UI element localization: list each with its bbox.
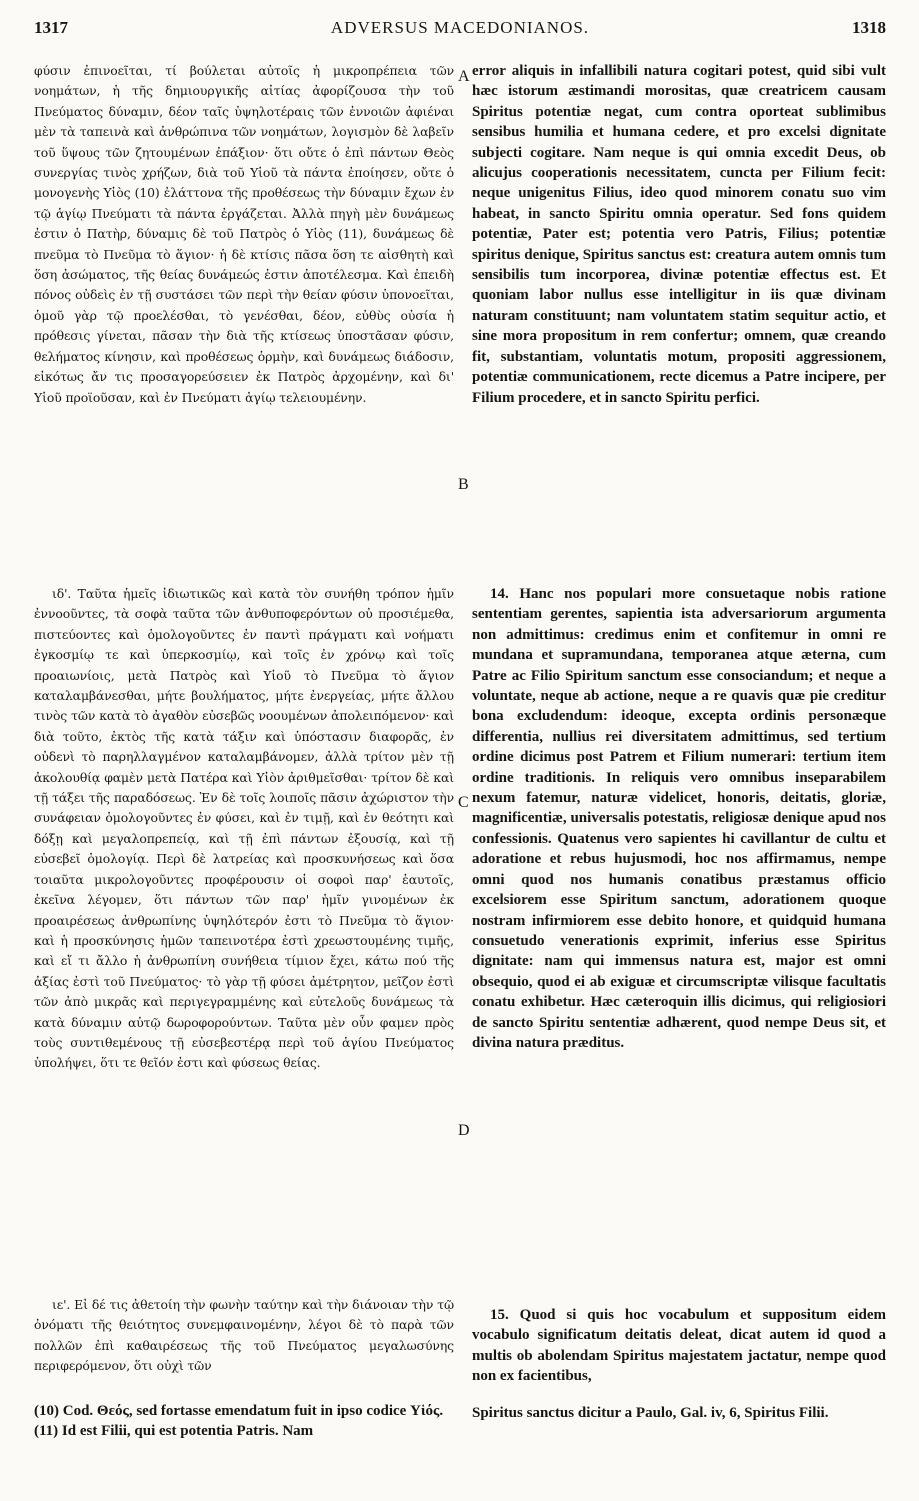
latin-column-section-a: [472, 61, 886, 561]
latin-paragraph-14: 14. Hanc nos populari more consuetaque nobis ratione sententiam gerentes, sapientia ista adversariorum argumenta non admittimus: credimus enim et confitemur in omni re mundana et supramundana, temporanea atque æterna, cum Patre ac Filio Spiritum sanctum esse consociandum; et neque a voluntate, neque ab actione, neque a re quavis quæ pie creditur bona excludendum: ideoque, excepta ordinis personæque differentia, nullius rei diversitatem admittimus, sed tertium ordine dicimus post Patrem et Filium numerari: tertium item ordine traditionis. In reliquis vero omnibus inseparabilem nexum fatemur, naturæ videlicet, honoris, deitatis, gloriæ, magnificentiæ, universalis potestatis, religiosæ denique apud nos confessionis. Quatenus vero sapientes hi cavillantur de cultu et adoratione et rebus hujusmodi, hoc nos affirmamus, nempe omni quod nos humanis conatibus præstamus officio excelsiorem esse Spiritum sanctum, adorationem quoque nostram infirmiorem esse debito honore, et quidquid humana consuetudo venerationis exprimit, inferius esse Spiritus dignitate: nam qui immensus natura est, major est omni obsequio, quod ei ab exiguæ et circumscriptæ vilisque facultatis conatu exhibetur. Hæc cæteroquin illis dicimus, qui religiosiori de sancto Spiritu sententiæ adhærent, quod nempe Deus sit, et divina natura præditus.: [472, 586, 886, 1051]
margin-letter-b: B: [458, 476, 469, 493]
greek-column-section-c: [34, 1295, 454, 1391]
margin-letter-a: A: [458, 68, 470, 85]
footnote-11-continuation: Spiritus sanctus dicitur a Paulo, Gal. iv, 6, Spiritus Filii.: [472, 1405, 829, 1421]
footnote-11: (11) Id est Filii, qui est potentia Patris. Nam: [34, 1423, 314, 1439]
greek-column-section-b: [34, 584, 454, 1294]
page-number-right: 1318: [852, 18, 886, 37]
greek-column-section-a: [34, 61, 454, 581]
running-title: ADVERSUS MACEDONIANOS.: [330, 18, 590, 37]
page-header: [34, 18, 886, 48]
latin-paragraph-13-end: error aliquis in infallibili natura cogitari potest, quid sibi vult hæc istorum æstimandi morositas, quæ creatricem causam Spiritus potentiæ negat, cum contra oporteat sublimibus sensibus humilia et humana cedere, et pro excelsi dignitate subjecti cogitare. Nam neque is qui omnia excedit Deus, ob alicujus cooperationis necessitatem, cuncta per Filium fecit: neque unigenitus Filius, ideo quod minorem conatu suo vim habeat, in sancto Spiritu omnia operatur. Sed fons quidem potentiæ, Pater est; potentia vero Patris, Filius; potentiæ spiritus denique, Spiritus sanctus est: creatura autem omnis tum sensibilis tum incorporea, divinæ potentiæ effectus est. Et quoniam labor nullus esse intelligitur in iis quæ divinam naturam constituunt; nam voluntatem statim sequitur actio, et sine mora propositum in rem confertur; omnem, quæ creando fit, substantiam, voluntatis motum, propositi aggressionem, potentiæ communicationem, recte dicemus a Patre incipere, per Filium procedere, et in sancto Spiritu perfici.: [472, 63, 886, 406]
footnote-10: (10) Cod. Θεός, sed fortasse emendatum fuit in ipso codice Υἱός.: [34, 1403, 444, 1419]
greek-paragraph-14: ιδ'. Ταῦτα ἡμεῖς ἰδιωτικῶς καὶ κατὰ τὸν συνήθη τρόπον ἡμῖν ἐννοοῦντες, τὰ σοφὰ ταῦτα τῶν ἀνθυποφερόντων οὐ προσιέμεθα, πιστεύοντες καὶ ὁμολογοῦντες ἐν παντὶ πράγματι καὶ νοήματι ἐγκοσμίῳ τε καὶ ὑπερκοσμίῳ, καὶ τοῖς ἐν χρόνῳ καὶ τοῖς προαιωνίοις, μετὰ Πατρὸς καὶ Υἱοῦ τὸ Πνεῦμα τὸ ἅγιον καταλαμβάνεσθαι, μήτε βουλήματος, μήτε ἐνεργείας, μήτε ἄλλου τινὸς τῶν κατὰ τὸ ἀγαθὸν εὐσεβῶς νοουμένων ἀπολειπόμενον· καὶ διὰ τοῦτο, ἐκτὸς τῆς κατὰ τάξιν καὶ ὑπόστασιν διαφορᾶς, ἐν οὐδενὶ τὸ παρηλλαγμένον καταλαμβάνομεν, ἀλλὰ τρίτον μὲν τῇ ἀκολουθίᾳ φαμὲν μετὰ Πατέρα καὶ Υἱὸν ἀριθμεῖσθαι· τρίτον δὲ καὶ τῇ τάξει τῆς παραδόσεως. Ἐν δὲ τοῖς λοιποῖς πᾶσιν ἀχώριστον τὴν συνάφειαν ὁμολογοῦντες ἐν φύσει, καὶ ἐν τιμῇ, καὶ ἐν θεότητι καὶ δόξῃ καὶ μεγαλοπρεπείᾳ, καὶ τῇ ἐπὶ πάντων ἐξουσίᾳ, καὶ τῇ εὐσεβεῖ ὁμολογίᾳ. Περὶ δὲ λατρείας καὶ προσκυνήσεως καὶ ὅσα τοιαῦτα μικρολογοῦντες προφέρουσιν οἱ σοφοὶ παρ' ἑαυτοῖς, ἐκεῖνα λέγομεν, ὅτι πάντων τῶν παρ' ἡμῖν γινομένων ἐκ προαιρέσεως ἀνθρωπίνης ὑψηλότερόν ἐστι τὸ Πνεῦμα τὸ ἅγιον· καὶ ἡ προσκύνησις ἡμῶν ταπεινοτέρα ἐστὶ χρεωστουμένης τιμῆς, καὶ εἴ τι ἄλλο ἡ ἀνθρωπίνη συνήθεια τίμιον ἔχει, κάτω πού τῆς ἀξίας ἐστὶ τοῦ Πνεύματος· τὸ γὰρ τῇ φύσει ἀμέτρητον, μεῖζον ἐστὶ τῶν ἀπὸ μικρᾶς καὶ περιγεγραμμένης καὶ εὐτελοῦς δυνάμεως τὰ κατὰ δύναμιν αὐτῷ δωροφορούντων. Ταῦτα μὲν οὖν φαμεν πρὸς τοὺς συντιθεμένους τῇ εὐσεβεστέρᾳ περὶ τοῦ ἁγίου Πνεύματος ὑπολήψει, ὅτι τε θεῖόν ἐστι καὶ φύσεως θείας.: [34, 586, 454, 1071]
margin-letter-d: D: [458, 1122, 470, 1139]
footnote-continuation-right: [472, 1404, 886, 1444]
greek-paragraph-15: ιε'. Εἰ δέ τις ἀθετοίη τὴν φωνὴν ταύτην καὶ τὴν διάνοιαν τὴν τῷ ὀνόματι τῆς θειότητος συνεμφαινομένην, λέγοι δὲ τὸ παρὰ τῶν πολλῶν ἐπὶ καθαιρέσεως τῆς τοῦ Πνεύματος μεγαλωσύνης περιφερόμενον, ὅτι οὐχὶ τῶν: [34, 1297, 454, 1374]
latin-column-section-c: [472, 1305, 886, 1385]
margin-letter-c: C: [458, 794, 469, 811]
footnotes-left: [34, 1402, 454, 1462]
greek-paragraph-13-end: φύσιν ἐπινοεῖται, τί βούλεται αὐτοῖς ἡ μικροπρέπεια τῶν νοημάτων, ἡ τῆς δημιουργικῆς αἰτίας ἀφορίζουσα τὴν τοῦ Πνεύματος δύναμιν, δέον ταῖς ὑψηλοτέραις τῶν ἐννοιῶν ἀφιέναι μὲν τὰ ταπεινὰ καὶ ἀνθρώπινα τῶν νοημάτων, λογισμὸν δὲ λαβεῖν τοῦ ὕψους τῶν ζητουμένων ἐπάξιον· ὅτι οὔτε ὁ ἐπὶ πάντων Θεὸς συνεργίας τινὸς χρήζων, διὰ τοῦ Υἱοῦ τὰ πάντα ἐποίησεν, οὔτε ὁ μονογενὴς Υἱὸς (10) ἐλάττονα τῆς προθέσεως τὴν δύναμιν ἔχων ἐν τῷ ἁγίῳ Πνεύματι τὰ πάντα ἐργάζεται. Ἀλλὰ πηγὴ μὲν δυνάμεως ἐστιν ὁ Πατὴρ, δύναμις δὲ τοῦ Πατρὸς ὁ Υἱὸς (11), δυνάμεως δὲ πνεῦμα τὸ Πνεῦμα τὸ ἅγιον· ἡ δὲ κτίσις πᾶσα ὅση τε αἰσθητὴ καὶ ὅση ἀσώματος, τῆς θείας δυνάμεώς ἐστιν ἀποτέλεσμα. Καὶ ἐπειδὴ πόνος οὐδεὶς ἐν τῇ συστάσει τῶν περὶ τὴν θείαν φύσιν ὑπονοεῖται, ὁμοῦ γὰρ τῷ προελέσθαι, τὸ γενέσθαι, δέον, εὐθὺς οὐσία ἡ πρόθεσις γίνεται, πᾶσαν τὴν διὰ τῆς κτίσεως ὑποστᾶσαν φύσιν, θελήματος κίνησιν, καὶ προθέσεως ὁρμὴν, καὶ δυνάμεως διάδοσιν, εἰκότως ἄν τις προσαγορεύσειεν ἐκ Πατρὸς ἀρχομένην, καὶ δι' Υἱοῦ προϊοῦσαν, καὶ ἐν Πνεύματι ἁγίῳ τελειουμένην.: [34, 63, 454, 405]
page-number-left: 1317: [34, 18, 68, 37]
latin-paragraph-15: 15. Quod si quis hoc vocabulum et suppositum eidem vocabulo significatum deitatis deleat, dicat autem id quod a multis ob abolendam Spiritus majestatem jactatur, nempe quod non ex facientibus,: [472, 1307, 886, 1385]
latin-column-section-b: [472, 584, 886, 1284]
